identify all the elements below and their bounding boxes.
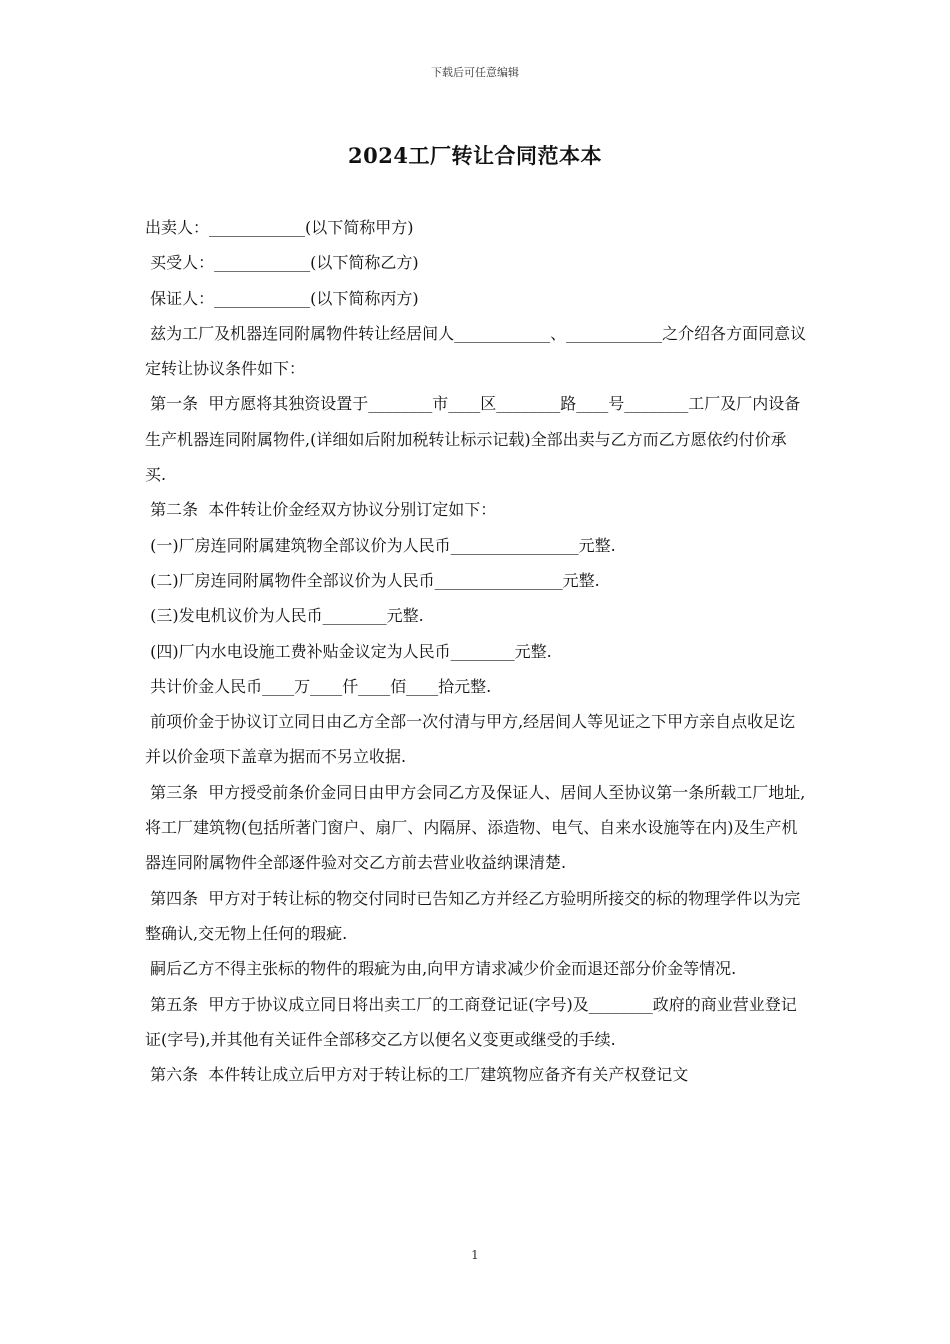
paragraph-price-item-2: (二)厂房连同附属物件全部议价为人民币________________元整. bbox=[145, 570, 600, 590]
paragraph-article-5: 第五条 甲方于协议成立同日将出卖工厂的工商登记证(字号)及________政府的商业营业登记证(字号),并其他有关证件全部移交乙方以便名义变更或继受的手续. bbox=[145, 994, 797, 1049]
paragraph-buyer: 买受人：____________(以下简称乙方) bbox=[145, 253, 419, 273]
paragraph-preamble: 兹为工厂及机器连同附属物件转让经居间人____________、____________之介绍各方面同意议定转让协议条件如下： bbox=[145, 323, 807, 379]
paragraph-price-total: 共计价金人民币____万____仟____佰____拾元整. bbox=[145, 676, 492, 696]
paragraph-defects: 嗣后乙方不得主张标的物件的瑕疵为由,向甲方请求减少价金而退还部分价金等情况. bbox=[145, 959, 737, 979]
paragraph-guarantor: 保证人：____________(以下简称丙方) bbox=[145, 288, 419, 308]
paragraph-payment: 前项价金于协议订立同日由乙方全部一次付清与甲方,经居间人等见证之下甲方亲自点收足讫并以价金项下盖章为据而不另立收据. bbox=[145, 712, 796, 767]
page-header: 下载后可任意编辑 bbox=[431, 66, 519, 79]
paragraph-article-6: 第六条 本件转让成立后甲方对于转让标的工厂建筑物应备齐有关产权登记文 bbox=[145, 1065, 689, 1085]
paragraph-seller: 出卖人：____________(以下简称甲方) bbox=[145, 218, 414, 237]
paragraph-article-4: 第四条 甲方对于转让标的物交付同时已告知乙方并经乙方验明所接交的标的物理学件以为完整确认,交无物上任何的瑕疵. bbox=[145, 888, 801, 943]
paragraph-article-2: 第二条 本件转让价金经双方协议分别订定如下： bbox=[145, 500, 497, 520]
page-number: 1 bbox=[471, 1248, 479, 1262]
paragraph-price-item-4: (四)厂内水电设施工费补贴金议定为人民币________元整. bbox=[145, 641, 552, 661]
document-body bbox=[145, 210, 807, 1092]
paragraph-price-item-3: (三)发电机议价为人民币________元整. bbox=[145, 606, 424, 626]
paragraph-article-1: 第一条 甲方愿将其独资设置于________市____区________路____号________工厂及厂内设备生产机器连同附属物件,(详细如后附加税转让标示记载)全部出卖与乙方而乙方愿依约付价承买. bbox=[145, 394, 801, 485]
paragraph-article-3: 第三条 甲方授受前条价金同日由甲方会同乙方及保证人、居间人至协议第一条所载工厂地址,将工厂建筑物(包括所著门窗户、扇厂、内隔屏、添造物、电气、自来水设施等在内)及生产机器连同附属物件全部逐件验对交乙方前去营业收益纳课清楚. bbox=[145, 782, 806, 873]
document-title: 2024工厂转让合同范本本 bbox=[348, 143, 602, 168]
paragraph-price-item-1: (一)厂房连同附属建筑物全部议价为人民币________________元整. bbox=[145, 535, 616, 555]
